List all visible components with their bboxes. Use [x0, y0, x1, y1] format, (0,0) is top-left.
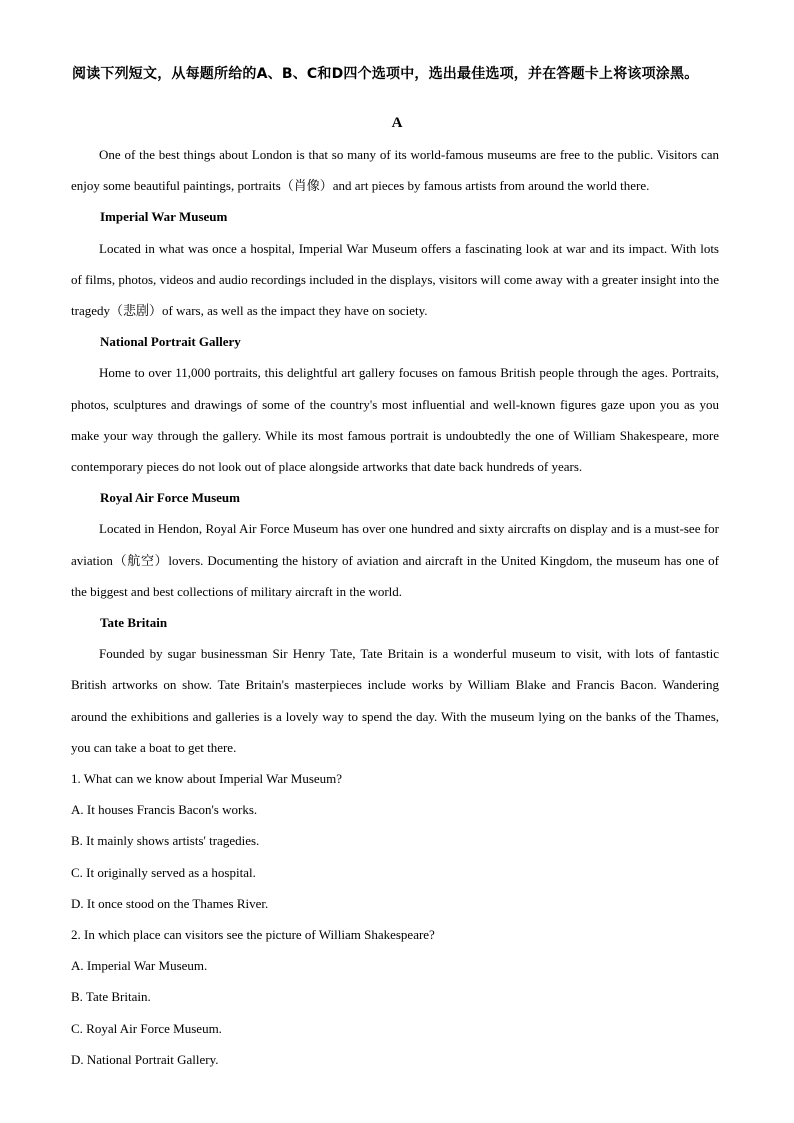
question-options — [71, 794, 719, 919]
option-b[interactable]: B. It mainly shows artists' tragedies. — [71, 833, 260, 849]
option-d[interactable]: D. It once stood on the Thames River. — [71, 895, 269, 911]
museum-heading: Imperial War Museum — [100, 209, 228, 225]
intro-paragraph: One of the best things about London is that so many of its world-famous museums are free to the public. Visitors can enjoy some beautiful paintings, portraits（肖像）and art pieces by famous artists from around the world there. — [71, 147, 719, 194]
option-b[interactable]: B. Tate Britain. — [71, 989, 151, 1005]
museum-paragraph: Located in what was once a hospital, Imperial War Museum offers a fascinating look at war and its impact. With lots of films, photos, videos and audio recordings included in the displays, visitors will come away with a greater insight into the tragedy（悲剧）of wars, as well as the impact they have on society. — [71, 240, 719, 319]
section-label: A — [391, 115, 403, 131]
option-d[interactable]: D. National Portrait Gallery. — [71, 1051, 219, 1067]
option-c[interactable]: C. Royal Air Force Museum. — [71, 1020, 222, 1036]
passage-body — [71, 139, 719, 1075]
option-a[interactable]: A. It houses Francis Bacon's works. — [71, 802, 258, 818]
option-a[interactable]: A. Imperial War Museum. — [71, 958, 208, 974]
museum-heading: National Portrait Gallery — [100, 334, 241, 350]
museum-heading: Royal Air Force Museum — [100, 490, 240, 506]
museum-paragraph: Home to over 11,000 portraits, this delightful art gallery focuses on famous British people through the ages. Portraits, photos, sculptures and drawings of some of the country's most influential and well-known figures gaze upon you as you make your way through the gallery. While its most famous portrait is undoubtedly the one of William Shakespeare, more contemporary pieces do not look out of place alongside artworks that date back hundreds of years. — [71, 365, 719, 475]
museum-heading: Tate Britain — [100, 615, 168, 631]
museum-paragraph: Founded by sugar businessman Sir Henry Tate, Tate Britain is a wonderful museum to visit, with lots of fantastic British artworks on show. Tate Britain's masterpieces include works by William Blake and Francis Bacon. Wandering around the exhibitions and galleries is a lovely way to spend the day. With the museum lying on the banks of the Thames, you can take a boat to get there. — [71, 646, 719, 755]
option-c[interactable]: C. It originally served as a hospital. — [71, 864, 256, 880]
instructions: 阅读下列短文，从每题所给的A、B、C和D四个选项中，选出最佳选项，并在答题卡上将该项涂黑。 — [72, 66, 699, 82]
question-stem: 1. What can we know about Imperial War Museum? — [71, 771, 343, 787]
question-stem: 2. In which place can visitors see the picture of William Shakespeare? — [71, 927, 435, 943]
museum-paragraph: Located in Hendon, Royal Air Force Museum has over one hundred and sixty aircrafts on display and is a must-see for aviation（航空）lovers. Documenting the history of aviation and aircraft in the United Kingdom, the museum has one of the biggest and best collections of military aircraft in the world. — [71, 521, 719, 599]
question-options — [71, 950, 719, 1075]
